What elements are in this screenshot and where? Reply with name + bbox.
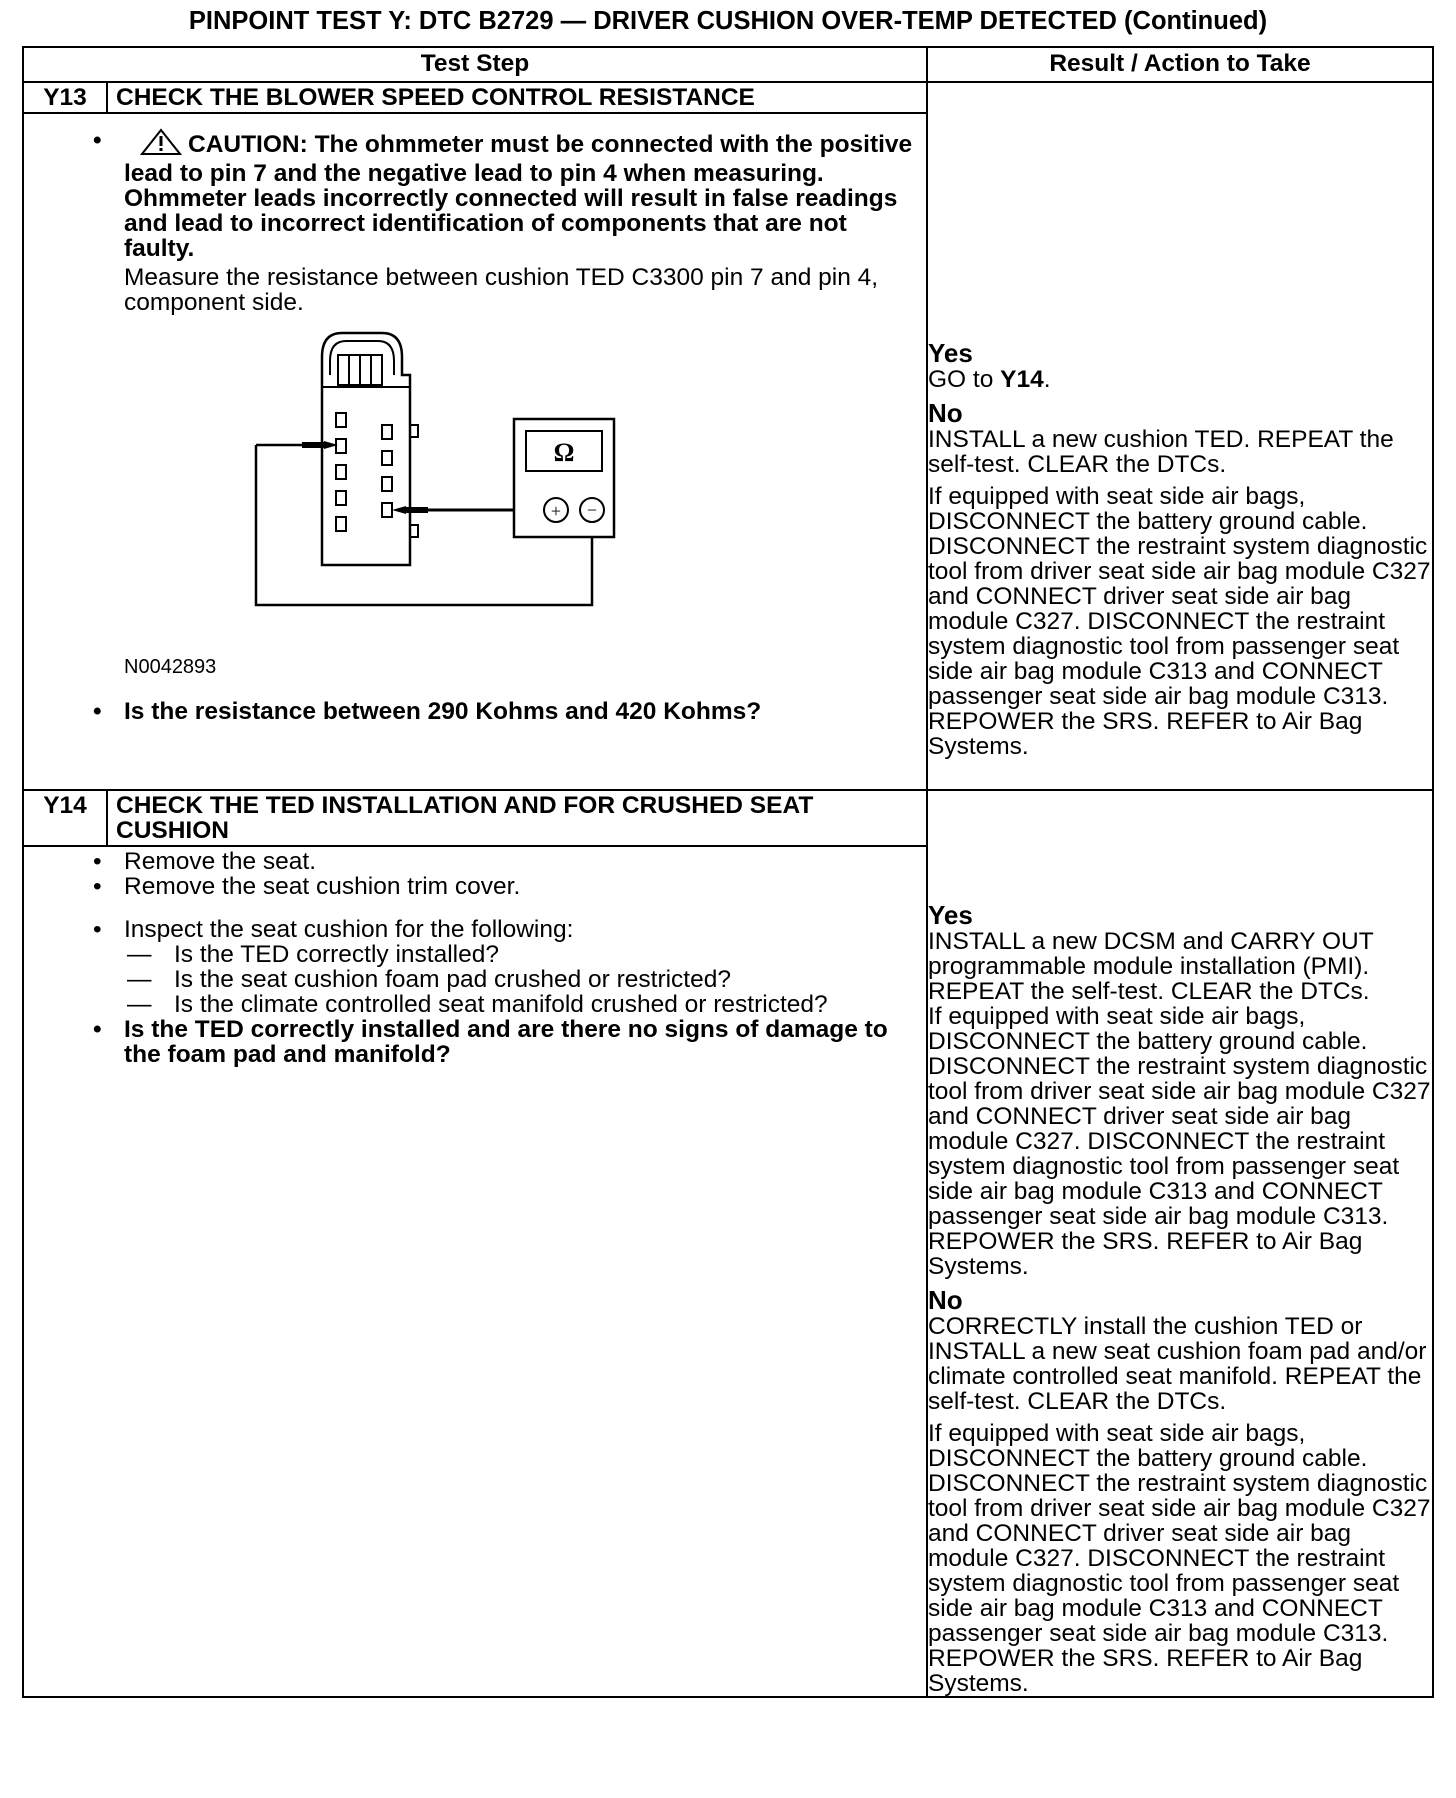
no-action: CORRECTLY install the cushion TED or INSTALL a new seat cushion foam pad and/or climate controlled seat manifold. REPEAT the self-test. CLEAR the DTCs.: [928, 1313, 1427, 1415]
yes-note: If equipped with seat side air bags, DISCONNECT the battery ground cable. DISCONNECT the restraint system diagnostic tool from driver seat side air bag module C327 and CONNECT driver seat side air bag module C327. DISCONNECT the restraint system diagnostic tool from passenger seat side air bag module C313 and CONNECT passenger seat side air bag module C313. REPOWER the SRS. REFER to Air Bag Systems.: [928, 1003, 1431, 1280]
step-y13: [23, 82, 927, 790]
minus-symbol: −: [586, 500, 598, 520]
no-note: If equipped with seat side air bags, DISCONNECT the battery ground cable. DISCONNECT the restraint system diagnostic tool from driver seat side air bag module C327 and CONNECT driver seat side air bag module C327. DISCONNECT the restraint system diagnostic tool from passenger seat side air bag module C313 and CONNECT passenger seat side air bag module C313. REPOWER the SRS. REFER to Air Bag Systems.: [928, 483, 1431, 760]
table-row: [23, 790, 1433, 1697]
goto-target: Y14: [1000, 366, 1044, 393]
step-id: Y13: [24, 83, 108, 112]
plus-symbol: +: [550, 501, 562, 521]
yes-action: GO to Y14.: [928, 366, 1051, 393]
figure-id: N0042893: [124, 656, 217, 678]
question-text: Is the resistance between 290 Kohms and 420 Kohms?: [124, 698, 762, 725]
no-action: INSTALL a new cushion TED. REPEAT the self-test. CLEAR the DTCs.: [928, 426, 1394, 478]
question-bullet: [124, 699, 916, 724]
list-item: • Inspect the seat cushion for the following:: [124, 917, 916, 942]
instruction-text: Measure the resistance between cushion TED C3300 pin 7 and pin 4, component side.: [124, 264, 879, 316]
step-y14: [23, 790, 927, 1697]
sub-item: — Is the TED correctly installed?: [124, 942, 916, 967]
test-step-column-header: Test Step: [23, 47, 927, 82]
question-text: Is the TED correctly installed and are there no signs of damage to the foam pad and manifold?: [124, 1016, 888, 1068]
caution-bullet: [124, 128, 916, 261]
page-title: PINPOINT TEST Y: DTC B2729 — DRIVER CUSHION OVER-TEMP DETECTED (Continued): [188, 7, 1268, 35]
wiring-figure: [124, 315, 916, 695]
sub-item: — Is the climate controlled seat manifold crushed or restricted?: [124, 992, 916, 1017]
warning-triangle-icon: [140, 128, 182, 161]
list-item: • Remove the seat.: [124, 849, 916, 874]
no-note: If equipped with seat side air bags, DISCONNECT the battery ground cable. DISCONNECT the restraint system diagnostic tool from driver seat side air bag module C327 and CONNECT driver seat side air bag module C327. DISCONNECT the restraint system diagnostic tool from passenger seat side air bag module C313 and CONNECT passenger seat side air bag module C313. REPOWER the SRS. REFER to Air Bag Systems.: [928, 1420, 1431, 1697]
result-column-header: Result / Action to Take: [927, 47, 1433, 82]
ohm-symbol: Ω: [553, 438, 575, 467]
yes-label: Yes: [928, 338, 973, 368]
result-y13: [927, 82, 1433, 790]
step-header: [24, 791, 926, 847]
pinpoint-test-table: [22, 46, 1434, 1698]
result-y14: [927, 790, 1433, 1697]
caution-text: CAUTION: The ohmmeter must be connected with the positive lead to pin 7 and the negative lead to pin 4 when measuring. Ohmmeter leads incorrectly connected will result in false readings and lead to incorrect identification of components that are not faulty.: [124, 131, 913, 262]
step-heading: CHECK THE BLOWER SPEED CONTROL RESISTANCE: [116, 84, 755, 111]
list-item: • Remove the seat cushion trim cover.: [124, 874, 916, 899]
step-id: Y14: [24, 791, 108, 845]
step-heading: CHECK THE TED INSTALLATION AND FOR CRUSHED SEAT CUSHION: [116, 792, 814, 844]
step-body: [24, 114, 926, 728]
question-bullet: [124, 1017, 916, 1067]
yes-action: INSTALL a new DCSM and CARRY OUT programmable module installation (PMI). REPEAT the self-test. CLEAR the DTCs.: [928, 928, 1374, 1005]
table-row: [23, 82, 1433, 790]
no-label: No: [928, 398, 963, 428]
table-header-row: [23, 47, 1433, 82]
yes-label: Yes: [928, 900, 973, 930]
step-body: [24, 847, 926, 1071]
sub-item: — Is the seat cushion foam pad crushed or restricted?: [124, 967, 916, 992]
no-label: No: [928, 1285, 963, 1315]
step-header: [24, 83, 926, 114]
